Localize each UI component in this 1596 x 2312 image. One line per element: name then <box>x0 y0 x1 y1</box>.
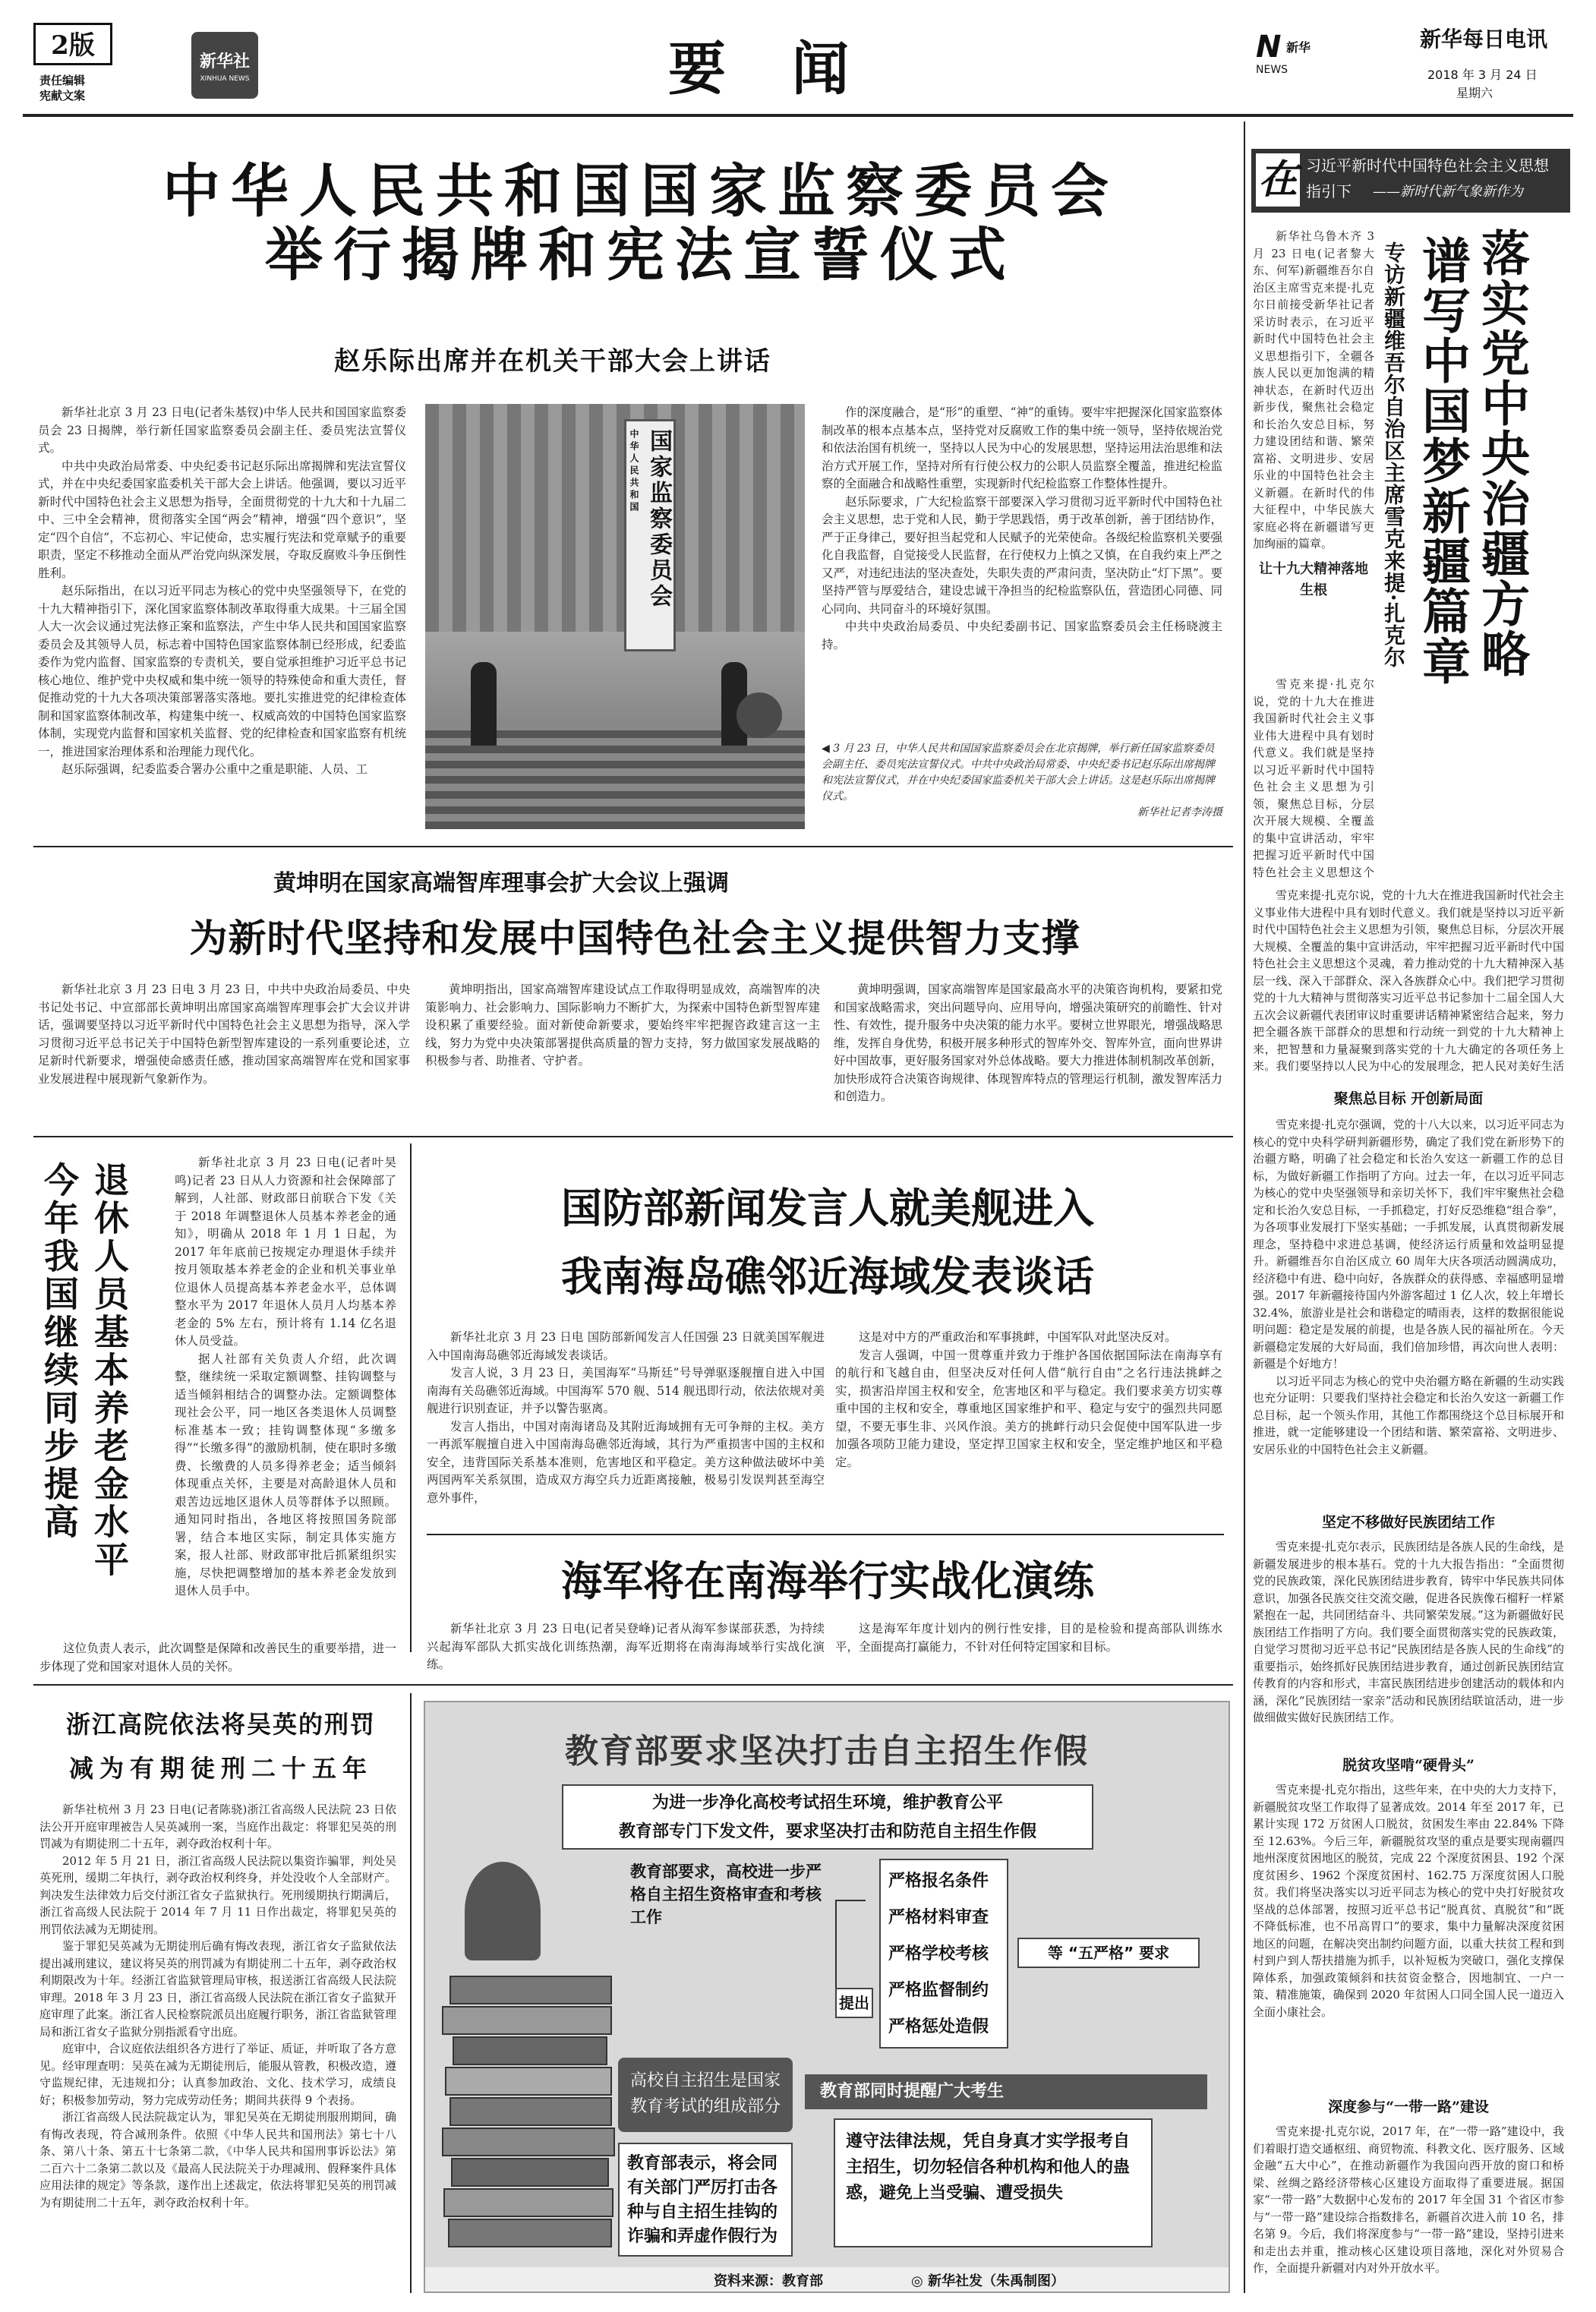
person-figure <box>471 662 497 746</box>
navy-column-1: 新华社北京 3 月 23 日电(记者吴登峰)记者从海军参谋部获悉，为持续兴起海军部队大抓实战化训练热潮，海军近期将在南海海域举行实战化演练。 <box>427 1622 825 1671</box>
pension-title-line-2: 今年我国继续同步提高 <box>39 1162 80 1541</box>
xinjiang-subhead-2: 聚焦总目标 开创新局面 <box>1333 1090 1484 1107</box>
xinjiang-interview-line: 专访新疆维吾尔自治区主席雪克来提·扎克尔 <box>1381 241 1406 668</box>
requirement-text: 教育部要求，高校进一步严格自主招生资格审查和考核工作 <box>630 1863 822 1926</box>
defense-headline: 国防部新闻发言人就美舰进入 我南海岛礁邻近海域发表谈话 <box>561 1184 1094 1301</box>
huang-kicker: 黄坤明在国家高端智库理事会扩大会议上强调 <box>273 870 729 897</box>
remind-text: 遵守法律法规，凭自身真才实学报考自主招生，切勿轻信各种机构和他人的蛊惑，避免上当受骗、遭受损失 <box>834 2118 1153 2247</box>
lead-column-3: 作的深度融合，是“形”的重塑、“神”的重铸。要牢牢把握深化国家监察体制改革的根本点基本点，坚持党对反腐败工作的集中统一领导，坚持依规治党和依法治国有机统一，坚持以人民为中心的发展思想，坚持运用法治思维和法治方式开展工作，坚持对所有行使公权力的公职人员监察全覆盖，推进纪检监察的全面融合和战略性重塑，实现新时代纪检监察工作整体性提升。 赵乐际要求，广大纪检监察干部要深入学习贯彻习近平新时代中国特色社会主义思想，忠于党和人民，勤于学思践悟，勇于改革创新，善于团结协作，严于正身律己，要好担当起党和人民赋予的光荣使命。各级纪检监察机关要强化自我监督，自觉接受人民监督，在行使权力上慎之又慎，在自我约束上严之又严，对违纪违法的坚决查处，失职失责的严肃问责，坚决防止“灯下黑”。要坚持严管与厚爱结合，建设忠诚干净担当的纪检监察队伍，营造团心同德、同心同向、共同奋斗的环境好氛围。 中共中央政治局委员、中央纪委副书记、国家监察委员会主任杨晓渡主持。 <box>822 405 1222 651</box>
section-divider <box>33 1136 1233 1137</box>
ministry-statement: 教育部表示，将会同有关部门严厉打击各种与自主招生挂钩的诈骗和弄虚作假行为 <box>618 2143 793 2257</box>
section-title: 要 闻 <box>668 35 872 103</box>
column-rule <box>1244 121 1245 2293</box>
column-rule <box>410 1693 412 2293</box>
xinjiang-subhead-5: 深度参与“一带一路”建设 <box>1328 2099 1489 2115</box>
navy-headline: 海军将在南海举行实战化演练 <box>561 1557 1094 1605</box>
news-logo: N NEWS 新华 <box>1256 30 1311 76</box>
zhejiang-headline: 浙江高院依法将吴英的刑罚 减为有期徒刑二十五年 <box>65 1710 376 1783</box>
xinjiang-sub2-text: 雪克来提·扎克尔强调，党的十八大以来，以习近平同志为核心的党中央科学研判新疆形势，确定了我们党在新形势下的治疆方略，明确了社会稳定和长治久安这一新疆工作的总目标，为做好新疆工作指明了方向。过去一年，在以习近平同志为核心的党中央坚强领导和亲切关怀下，我们牢牢聚焦社会稳定和长治久安总目标，一手抓稳定，打好反恐维稳“组合拳”，为各项事业发展打下坚实基础；一手抓发展，认真贯彻新发展理念，坚持稳中求进总基调，使经济运行质量和效益明显提升。新疆维吾尔自治区成立 60 周年大庆各项活动圆满成功，经济稳中有进、稳中向好，各族群众的获得感、幸福感明显增强。2017 年新疆接待国内外游客超过 1 亿人次，较上年增长 32.4%，旅游业是社会和谐稳定的晴雨表，这样的数据很能说明问题：稳定是发展的前提，也是各族人民的福祉所在。今天新疆稳定发展的大好局面，我们倍加珍惜，再次向世人表明：新疆是个好地方！ 以习近平同志为核心的党中央治疆方略在新疆的生动实践也充分证明：只要我们坚持社会稳定和长治久安这一新疆工作总目标，起一个领头作用，其他工作都围绕这个总目标展开和推进，就一定能够建设一个团结和谐、繁荣富裕、文明进步、安居乐业的中国特色社会主义新疆。 <box>1253 1118 1564 1456</box>
issue-weekday: 星期六 <box>1456 86 1493 100</box>
xinhua-mark-icon: ◎ <box>911 2273 928 2289</box>
issue-date: 2018 年 3 月 24 日 <box>1427 68 1538 82</box>
strict-item: 严格报名条件 <box>888 1872 989 1891</box>
huang-headline: 为新时代坚持和发展中国特色社会主义提供智力支撑 <box>189 916 1080 960</box>
remind-title: 教育部同时提醒广大考生 <box>805 2074 1207 2109</box>
strict-item: 严格学校考核 <box>888 1945 989 1963</box>
xinhua-logo: 新华社 XINHUA NEWS <box>191 32 258 99</box>
xinjiang-headline-2: 谱写中国梦新疆篇章 <box>1414 235 1471 686</box>
xinjiang-subhead-4: 脱贫攻坚啃“硬骨头” <box>1342 1757 1475 1774</box>
infographic-source: 资料来源：教育部 <box>714 2273 823 2289</box>
infographic <box>424 1701 1230 2293</box>
pension-article-end: 这位负责人表示，此次调整是保障和改善民生的重要举措，进一步体现了党和国家对退休人员的关怀。 <box>39 1642 396 1673</box>
lead-column-1: 新华社北京 3 月 23 日电(记者朱基钗)中华人民共和国国家监察委员会 23 日揭牌，举行新任国家监察委员会副主任、委员宪法宣誓仪式。 中共中央政治局常委、中央纪委书记赵乐际出席揭牌和宪法宣誓仪式，并在中央纪委国家监委机关干部大会上讲话。他强调，要以习近平新时代中国特色社会主义思想为指导，全面贯彻党的十九大和十九届二中、三中全会精神，贯彻落实全国“两会”精神，增强“四个意识”，坚定“四个自信”，不忘初心、牢记使命，忠实履行宪法和党章赋予的重要职责，坚定不移推动全面从严治党向纵深发展，夺取反腐败斗争压倒性胜利。 赵乐际指出，在以习近平同志为核心的党中央坚强领导下，在党的十九大精神指引下，深化国家监察体制改革取得重大成果。十三届全国人大一次会议通过宪法修正案和监察法，产生中华人民共和国国家监察委员会及其领导人员，标志着中国特色国家监察体制已经形成，纪委监委作为党内监督、国家监察的专责机关，要自觉承担维护习近平总书记核心地位、维护党中央权威和集中统一领导的特殊使命和重大责任，督促推动党的十九大各项决策部署落实落地。要扎实推进党的纪律检查体制和国家监察体制改革，构建集中统一、权威高效的中国特色国家监察体制，实现党内监督和国家机关监督、党的纪律检查和国家监察有机统一，推进国家治理体系和治理能力现代化。 赵乐际强调，纪委监委合署办公重中之重是职能、人员、工 <box>38 405 406 776</box>
committee-sign: 中华人民共和国 国家监察委员会 <box>624 419 676 651</box>
lead-headline: 中华人民共和国国家监察委员会 举行揭牌和宪法宣誓仪式 <box>162 157 1119 289</box>
xinjiang-subhead-1: 让十九大精神落地生根 <box>1259 560 1368 598</box>
banner-char: 在 <box>1256 153 1300 207</box>
xinjiang-headline-1: 落实党中央治疆方略 <box>1473 228 1530 679</box>
huang-column-1: 新华社北京 3 月 23 日电 3 月 23 日，中共中央政治局委员、中央书记处书记、中宣部部长黄坤明出席国家高端智库理事会扩大会议并讲话，强调要坚持以习近平新时代中国特色社会主义思想为指导，深入学习贯彻习近平总书记关于中国特色新型智库建设的一系列重要论述，立足新时代新要求，增强使命感责任感，推动国家高端智库在党和国家事业发展进程中展现新气象新作为。 <box>38 983 410 1086</box>
infographic-subtitle: 为进一步净化高校考试招生环境，维护教育公平 教育部专门下发文件，要求坚决打击和防范自主招生作假 <box>562 1784 1093 1850</box>
five-strict-label: 等 “五严格” 要求 <box>1017 1938 1200 1968</box>
lead-photo <box>425 404 805 829</box>
flowers <box>736 692 782 738</box>
pension-title-line-1: 退休人员基本养老金水平 <box>89 1162 130 1579</box>
section-divider <box>33 1684 1233 1686</box>
graduation-cap-icon <box>465 1862 541 1960</box>
xinjiang-sub1-start: 雪克来提·扎克尔说，党的十九大在推进我国新时代社会主义事业伟大进程中具有划时代意义。我们就是坚持以习近平新时代中国特色社会主义思想为引领，聚焦总目标，分层次开展大规模、全覆盖的集中宣讲活动，牢牢把握习近平新时代中国特色社会主义思想这个 <box>1253 677 1374 879</box>
pension-article: 新华社北京 3 月 23 日电(记者叶昊鸣)记者 23 日从人力资源和社会保障部了解到，人社部、财政部日前联合下发《关于 2018 年调整退休人员基本养老金的通知》，明确从 2018 年 1 月 1 日起，为 2017 年年底前已按规定办理退休手续并按月领取基本养老金的企业和机关事业单位退休人员提高基本养老金水平，总体调整水平为 2017 年退休人员月人均基本养老金的 5% 左右，预计将有 1.14 亿名退休人员受益。 据人社部有关负责人介绍，此次调整，继续统一采取定额调整、挂钩调整与适当倾斜相结合的调整办法。定额调整体现社会公平，同一地区各类退休人员调整标准基本一致；挂钩调整体现“多缴多得”“长缴多得”的激励机制，使在职时多缴费、长缴费的人员多得养老金；适当倾斜体现重点关怀，主要是对高龄退休人员和艰苦边远地区退休人员等群体予以照顾。通知同时指出，各地区将按照国务院部署，结合本地区实际，制定具体实施方案，报人社部、财政部审批后抓紧组织实施，尽快把调整增加的基本养老金发放到退休人员手中。 <box>175 1156 396 1598</box>
editor-credit: 责任编辑 宪献文案 <box>39 74 86 103</box>
strict-item: 严格材料审查 <box>888 1908 989 1927</box>
section-divider <box>33 846 1233 847</box>
column-rule <box>410 1143 412 1652</box>
paper-name: 新华每日电讯 <box>1420 27 1548 52</box>
infographic-title: 教育部要求坚决打击自主招生作假 <box>565 1732 1089 1771</box>
xinjiang-sub5-text: 雪克来提·扎克尔说，2017 年，在“一带一路”建设中，我们着眼打造交通枢纽、商贸物流、科教文化、医疗服务、区域金融“五大中心”，在推动新疆作为我国向西开放的窗口和桥梁、丝绸之路经济带核心区建设方面取得了重要进展。据国家“一带一路”大数据中心发布的 2017 年全国 31 个省区市参与“一带一路”建设综合指数排名，新疆首次进入前 10 名，排名第 9。今后，我们将深度参与“一带一路”建设，坚持引进来和走出去并重，推动核心区建设项目落地，深化对外贸易合作，全面提升新疆对内对外开放水平。 <box>1253 2124 1564 2275</box>
navy-column-2: 这是海军年度计划内的例行性安排，目的是检验和提高部队训练水平，全面提高打赢能力，不针对任何特定国家和目标。 <box>835 1622 1222 1654</box>
zhejiang-article: 新华社杭州 3 月 23 日电(记者陈骁)浙江省高级人民法院 23 日依法公开开庭审理被告人吴英减刑一案，当庭作出裁定：将罪犯吴英的刑罚减为有期徒刑二十五年，剥夺政治权利十年。 2012 年 5 月 21 日，浙江省高级人民法院以集资诈骗罪，判处吴英死刑，缓期二年执行，剥夺政治权利终身，并处没收个人全部财产。判决发生法律效力后交付浙江省女子监狱执行。死刑缓期执行期满后，浙江省高级人民法院于 2014 年 7 月 11 日作出裁定，将罪犯吴英的刑罚依法减为无期徒刑。 鉴于罪犯吴英减为无期徒刑后确有悔改表现，浙江省女子监狱依法提出减刑建议，建议将吴英的刑罚减为有期徒刑二十五年，剥夺政治权利期限改为十年。经浙江省监狱管理局审核，报送浙江省高级人民法院审理。2018 年 3 月 23 日，浙江省高级人民法院在浙江省女子监狱开庭审理了此案。浙江省人民检察院派员出庭履行职务，浙江省监狱管理局和浙江省女子监狱分别指派看守出庭。 庭审中，合议庭依法组织各方进行了举证、质证，并听取了各方意见。经审理查明：吴英在减为无期徒刑后，能服从管教，积极改造，遵守监规纪律，无违规扣分；认真参加政治、文化、技术学习，成绩良好；积极参加劳动，努力完成劳动任务；期间共获得 9 个表扬。 浙江省高级人民法院裁定认为，罪犯吴英在无期徒刑服刑期间，确有悔改表现，符合减刑条件。依照《中华人民共和国刑法》第七十八条、第八十条、第五十七条第二款，《中华人民共和国刑事诉讼法》第二百六十二条第二款以及《最高人民法院关于办理减刑、假释案件具体应用法律的规定》等条款，遂作出上述裁定，依法将罪犯吴英的刑罚减为有期徒刑二十五年，剥夺政治权利十年。 <box>39 1803 396 2209</box>
xinjiang-sub1-text: 雪克来提·扎克尔说，党的十九大在推进我国新时代社会主义事业伟大进程中具有划时代意义。我们就是坚持以习近平新时代中国特色社会主义思想为引领，聚焦总目标，分层次开展大规模、全覆盖的集中宣讲活动，牢牢把握习近平新时代中国特色社会主义思想这个灵魂，着力推动党的十九大精神深入基层一线、深入干部群众、深入各族群众心中。我们把学习贯彻党的十九大精神与贯彻落实习近平总书记参加十二届全国人大五次会议新疆代表团审议时重要讲话精神紧密结合起来，努力把全疆各族干部群众的思想和行动统一到党的十九大精神上来，把智慧和力量凝聚到落实党的十九大确定的各项任务上来。我们要坚持以人民为中心的发展理念，把人民对美好生活 <box>1253 888 1564 1073</box>
page-number-box <box>33 23 112 65</box>
infographic-credit: ◎ 新华社发（朱禹制图） <box>911 2273 1065 2289</box>
huang-column-2: 黄坤明指出，国家高端智库建设试点工作取得明显成效，高端智库的决策影响力、社会影响力、国际影响力不断扩大，为探索中国特色新型智库建设积累了重要经验。面对新使命新要求，要始终牢牢把握咨政建言这一主线，努力为党中央决策部署提供高质量的智力支持，努力做国家发展战略的积极参与者、助推者、守护者。 <box>425 983 820 1068</box>
huang-column-3: 黄坤明强调，国家高端智库是国家最高水平的决策咨询机构，要紧扣党和国家战略需求，突出问题导向、应用导向，增强决策研究的前瞻性、针对性、有效性，提升服务中央决策的能力水平。要树立世界眼光，增强战略思维，发挥自身优势，积极开展多种形式的智库外交、智库外宣，面向世界讲好中国故事，更好服务国家对外总体战略。要大力推进体制机制改革创新，加快形成符合决策咨询规律、体现智库特点的管理运行机制，激发智库活力和创造力。 <box>834 983 1222 1103</box>
page-number: 2版 <box>51 30 95 61</box>
defense-column-1: 新华社北京 3 月 23 日电 国防部新闻发言人任国强 23 日就美国军舰进入中国南海岛礁邻近海域发表谈话。 发言人说，3 月 23 日，美国海军“马斯廷”号导弹驱逐舰擅自进入中国南海有关岛礁邻近海域。中国海军 570 舰、514 舰迅即行动，依法依规对美舰进行识别查证，并予以警告驱离。 发言人指出，中国对南海诸岛及其附近海域拥有无可争辩的主权。美方一再派军舰擅自进入中国南海岛礁邻近海域，其行为严重损害中国的主权和安全，违背国际关系基本准则，危害地区和平稳定。美方这种做法破坏中美两国两军关系氛围，造成双方海空兵力近距离接触，极易引发误判甚至海空意外事件， <box>427 1330 825 1505</box>
propose-label: 提出 <box>835 1988 873 2018</box>
strict-item: 严格惩处造假 <box>888 2017 989 2036</box>
lead-subhead: 赵乐际出席并在机关干部大会上讲话 <box>334 346 771 377</box>
xinjiang-subhead-3: 坚定不移做好民族团结工作 <box>1321 1514 1495 1531</box>
strict-item: 严格监督制约 <box>888 1981 989 2000</box>
exam-part-text: 高校自主招生是国家教育考试的组成部分 <box>618 2058 793 2132</box>
defense-column-2: 这是对中方的严重政治和军事挑衅，中国军队对此坚决反对。 发言人强调，中国一贯尊重并致力于维护各国依据国际法在南海享有的航行和飞越自由，但坚决反对任何人借“航行自由”之名行违法挑衅之实，损害沿岸国主权和安全，危害地区和平与稳定。我们要求美方切实尊重中国的主权和安全，尊重地区国家维护和平、稳定与安宁的强烈共同愿望，不要无事生非、兴风作浪。美方的挑衅行动只会促使中国军队进一步加强各项防卫能力建设，坚定捍卫国家主权和安全，坚定维护地区和平稳定。 <box>835 1330 1222 1469</box>
lead-photo-caption: ◀ 3 月 23 日，中华人民共和国国家监察委员会在北京揭牌，举行新任国家监察委员会副主任、委员宪法宣誓仪式。中共中央政治局常委、中央纪委书记赵乐际出席揭牌和宪法宣誓仪式，并在中央纪委国家监委机关干部大会上讲话。这是赵乐际出席揭牌仪式。 新华社记者李涛摄 <box>822 743 1222 819</box>
xinjiang-sub3-text: 雪克来提·扎克尔表示，民族团结是各族人民的生命线，是新疆发展进步的根本基石。党的十九大报告指出：“全面贯彻党的民族政策，深化民族团结进步教育，铸牢中华民族共同体意识，加强各民族交往交流交融，促进各民族像石榴籽一样紧紧抱在一起，共同团结奋斗、共同繁荣发展。”这为新疆做好民族团结工作指明了方向。我们要全面贯彻落实党的民族政策，自觉学习贯彻习近平总书记“民族团结是各族人民的生命线”的重要指示，始终抓好民族团结进步教育，通过创新民族团结宣传教育的内容和形式，丰富民族团结进步创建活动的载体和内涵，深化“民族团结一家亲”活动和民族团结联谊活动，进一步做细做实做好民族团结工作。 <box>1253 1540 1564 1724</box>
xinjiang-sub4-text: 雪克来提·扎克尔指出，这些年来，在中央的大力支持下，新疆脱贫攻坚工作取得了显著成效。2014 年至 2017 年，已累计实现 172 万贫困人口脱贫，贫困发生率由 22.84% 下降至 12.63%。今后三年，新疆脱贫攻坚的重点是要实现南疆四地州深度贫困地区的脱贫，完成 22 个深度贫困县、192 个深度贫困乡、1962 个深度贫困村、162.75 万深度贫困人口脱贫。我们将坚决落实以习近平同志为核心的党中央打好脱贫攻坚战的总体部署，按照习近平总书记“脱真贫、真脱贫”和“既不降低标准，也不吊高胃口”的要求，集中力量解决深度贫困地区的问题，在解决突出制约问题方面，以重大扶贫工程和到村到户到人帮扶措施为抓手，以补短板为突破口，强化支撑保障体系，加强政策倾斜和扶贫资金整合，因地制宜、一户一策、精准施策，确保到 2020 年贫困人口同全国人民一道迈入全面小康社会。 <box>1253 1783 1564 2019</box>
books-illustration <box>442 1862 617 2287</box>
xinjiang-intro: 新华社乌鲁木齐 3 月 23 日电(记者黎大东、何军)新疆维吾尔自治区主席雪克来提·扎克尔日前接受新华社记者采访时表示，在习近平新时代中国特色社会主义思想指引下，全疆各族人民以更加饱满的精神状态，在新时代迈出新步伐，聚焦社会稳定和长治久安总目标，努力建设团结和谐、繁荣富裕、文明进步、安居乐业的中国特色社会主义新疆。在新时代的伟大征程中，中华民族大家庭必将在新疆谱写更加绚丽的篇章。 让十九大精神落地生根 <box>1253 228 1374 607</box>
series-banner: 在 习近平新时代中国特色社会主义思想 指引下 ——新时代新气象新作为 <box>1251 149 1570 213</box>
masthead-rule <box>23 114 1573 117</box>
caption-marker-icon: ◀ <box>822 743 830 755</box>
five-strict-list <box>879 1859 1008 2049</box>
section-divider <box>427 1534 1224 1535</box>
